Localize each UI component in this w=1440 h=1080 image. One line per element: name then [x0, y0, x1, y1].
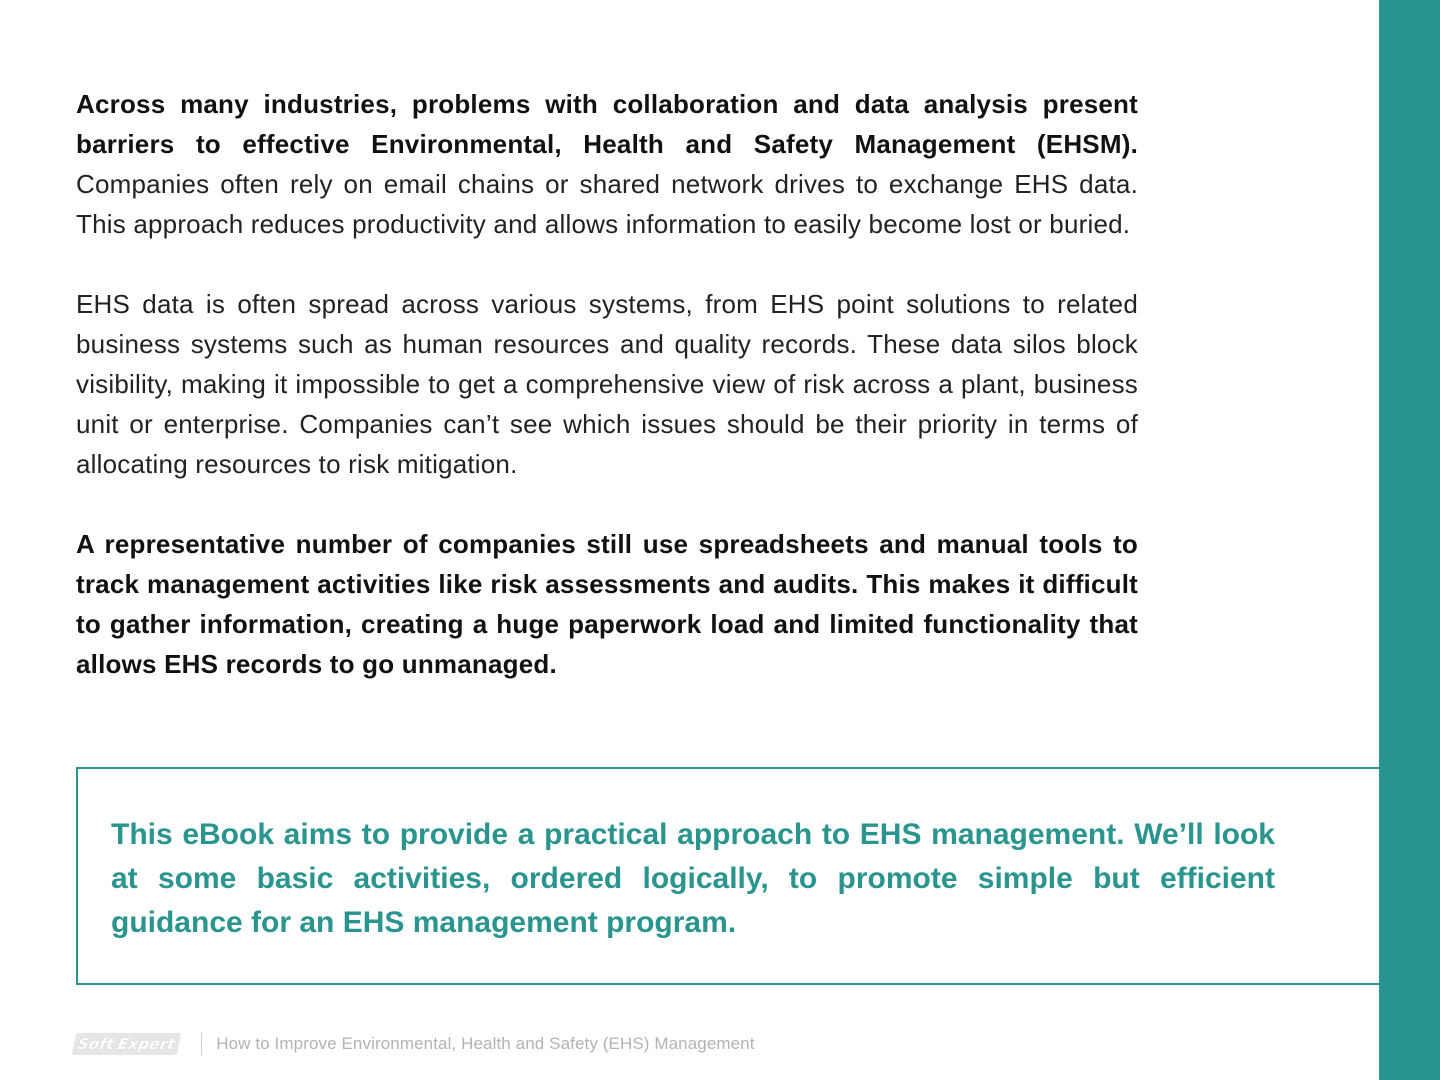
paragraph-data-silos-text: EHS data is often spread across various systems, from EHS point solutions to related business systems such as human resources and quality records. These data silos block visibility, making it impossible to get a comprehensive view of risk across a plant, business unit or enterprise. Companies can’t see which issues should be their priority in terms of allocating resources to risk mitigation. — [76, 289, 1138, 479]
accent-side-bar — [1379, 0, 1440, 1080]
softexpert-logo — [72, 1033, 182, 1055]
footer-divider — [201, 1033, 202, 1055]
paragraph-spreadsheets — [76, 524, 1138, 684]
callout-box — [76, 767, 1379, 985]
footer-document-title: How to Improve Environmental, Health and Safety (EHS) Management — [216, 1034, 755, 1053]
paragraph-data-silos — [76, 284, 1138, 484]
paragraph-spreadsheets-text: A representative number of companies still use spreadsheets and manual tools to track management activities like risk assessments and audits. This makes it difficult to gather information, creating a huge paperwork load and limited functionality that allows EHS records to go unmanaged. — [76, 529, 1138, 679]
paragraph-intro — [76, 84, 1138, 244]
paragraph-intro-bold: Across many industries, problems with collaboration and data analysis present barriers to effective Environmental, Health and Safety Management (EHSM). — [76, 89, 1138, 159]
page-footer — [74, 1030, 755, 1058]
paragraph-intro-normal: Companies often rely on email chains or shared network drives to exchange EHS data. This approach reduces productivity and allows information to easily become lost or buried. — [76, 169, 1138, 239]
logo-text-soft: Soft — [76, 1035, 116, 1053]
body-text — [76, 84, 1138, 724]
logo-text-expert: Expert — [116, 1035, 178, 1053]
callout-text: This eBook aims to provide a practical approach to EHS management. We’ll look at some basic activities, ordered logically, to promote simple but efficient guidance for an EHS management program. — [111, 818, 1275, 939]
